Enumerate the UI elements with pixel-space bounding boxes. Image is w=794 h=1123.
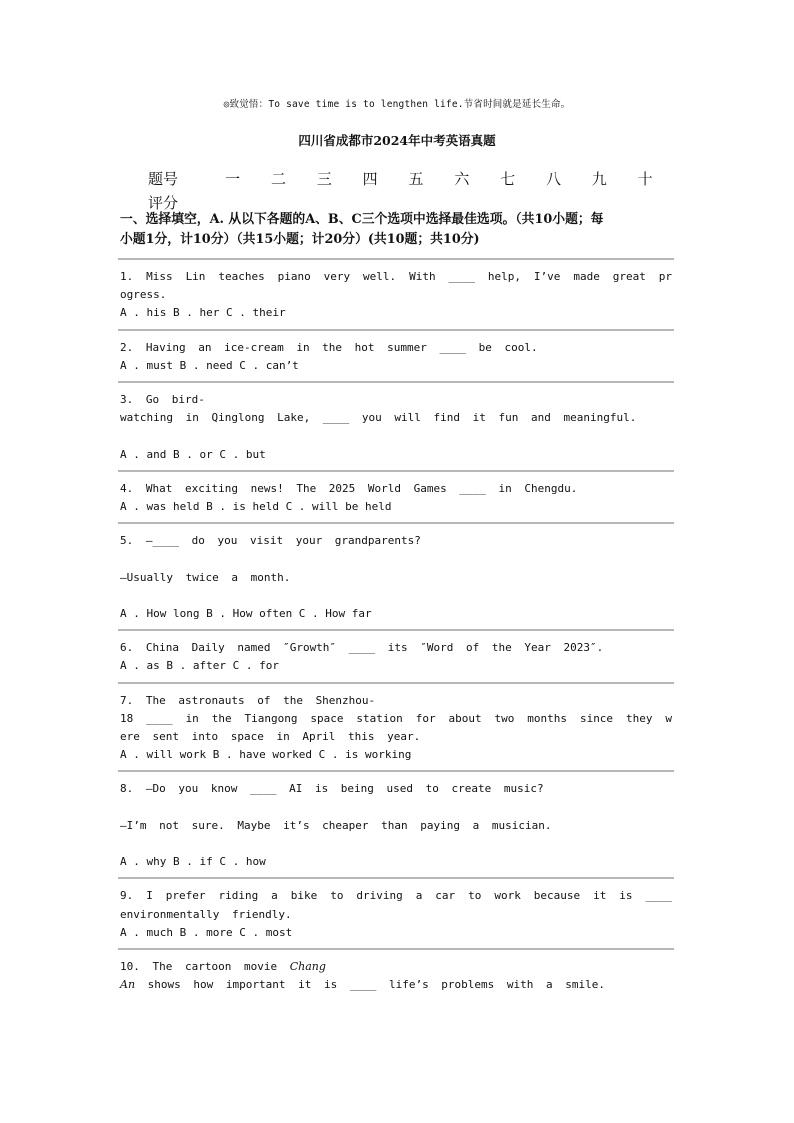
score-column-2: 二 bbox=[271, 169, 287, 188]
section-heading-line-1: 一、选择填空，A. 从以下各题的A、B、C三个选项中选择最佳选项。（共10小题；每 bbox=[120, 212, 604, 227]
answer-options: A . why B . if C . how bbox=[120, 855, 266, 869]
question-list bbox=[118, 258, 674, 1000]
score-column-7: 七 bbox=[500, 169, 516, 188]
score-column-10: 十 bbox=[637, 169, 653, 188]
answer-options: A . much B . more C . most bbox=[120, 925, 293, 939]
question-text: 8. —Do you know ____ AI is being used to create music? bbox=[120, 782, 544, 796]
question-text: 3. Go bird- bbox=[120, 393, 205, 407]
question-text: 2. Having an ice-cream in the hot summer ____ be cool. bbox=[120, 340, 538, 354]
score-column-6: 六 bbox=[454, 169, 470, 188]
score-row-number bbox=[148, 166, 668, 190]
movie-title-part-2: An bbox=[120, 978, 136, 992]
answer-options: A . was held B . is held C . will be held bbox=[120, 500, 392, 514]
question-3 bbox=[118, 381, 674, 470]
question-text-continued bbox=[120, 976, 672, 994]
score-column-9: 九 bbox=[591, 169, 607, 188]
motto-line: ◎致觉悟：To save time is to lengthen life.节省时间就是延长生命。 bbox=[223, 99, 571, 110]
section-heading bbox=[120, 210, 675, 250]
score-row-label: 题号 bbox=[148, 169, 179, 188]
question-text-continued: 18 ____ in the Tiangong space station for about two months since they were sent into space in April this year. bbox=[120, 711, 672, 744]
question-text: 6. China Daily named ″Growth″ ____ its ″Word of the Year 2023″. bbox=[120, 641, 604, 655]
score-column-5: 五 bbox=[408, 169, 424, 188]
question-suffix: shows how important it is ____ life’s problems with a smile. bbox=[135, 978, 606, 992]
question-text: 9. I prefer riding a bike to driving a car to work because it is ____ environmentally friendly. bbox=[120, 889, 672, 921]
question-2 bbox=[118, 329, 674, 381]
question-1 bbox=[118, 258, 674, 329]
score-table bbox=[148, 166, 668, 214]
answer-options: A . must B . need C . can’t bbox=[120, 358, 299, 372]
question-6 bbox=[118, 629, 674, 681]
answer-options: A . his B . her C . their bbox=[120, 306, 286, 320]
question-text: 7. The astronauts of the Shenzhou- bbox=[120, 693, 376, 707]
score-column-4: 四 bbox=[362, 169, 378, 188]
document-title: 四川省成都市2024年中考英语真题 bbox=[298, 133, 496, 148]
score-column-8: 八 bbox=[545, 169, 561, 188]
answer-options: A . How long B . How often C . How far bbox=[120, 607, 372, 620]
answer-options: A . and B . or C . but bbox=[120, 447, 266, 461]
question-text: 4. What exciting news! The 2025 World Games ____ in Chengdu. bbox=[120, 481, 578, 495]
answer-options: A . will work B . have worked C . is working bbox=[120, 748, 412, 762]
question-8 bbox=[118, 770, 674, 877]
question-4 bbox=[118, 470, 674, 522]
question-7 bbox=[118, 682, 674, 771]
movie-title-part-1: Chang bbox=[289, 960, 326, 974]
question-text-continued: watching in Qinglong Lake, ____ you will find it fun and meaningful. bbox=[120, 411, 637, 425]
answer-options: A . as B . after C . for bbox=[120, 659, 279, 673]
question-text: 1. Miss Lin teaches piano very well. With ____ help, I’ve made great progress. bbox=[120, 270, 672, 302]
score-column-3: 三 bbox=[316, 169, 332, 188]
section-heading-line-2: 小题1分，计10分）（共15小题；计20分）(共10题；共10分) bbox=[120, 232, 480, 247]
dialogue-reply: —I’m not sure. Maybe it’s cheaper than paying a musician. bbox=[120, 818, 552, 832]
grade-row-label: 评分 bbox=[148, 193, 179, 212]
question-10 bbox=[118, 948, 674, 1000]
question-text bbox=[120, 958, 672, 976]
question-text: 5. —____ do you visit your grandparents? bbox=[120, 534, 421, 548]
question-prefix: 10. The cartoon movie bbox=[120, 960, 290, 974]
question-9 bbox=[118, 877, 674, 948]
score-column-1: 一 bbox=[225, 169, 241, 188]
question-5 bbox=[118, 522, 674, 629]
dialogue-reply: —Usually twice a month. bbox=[120, 570, 291, 584]
